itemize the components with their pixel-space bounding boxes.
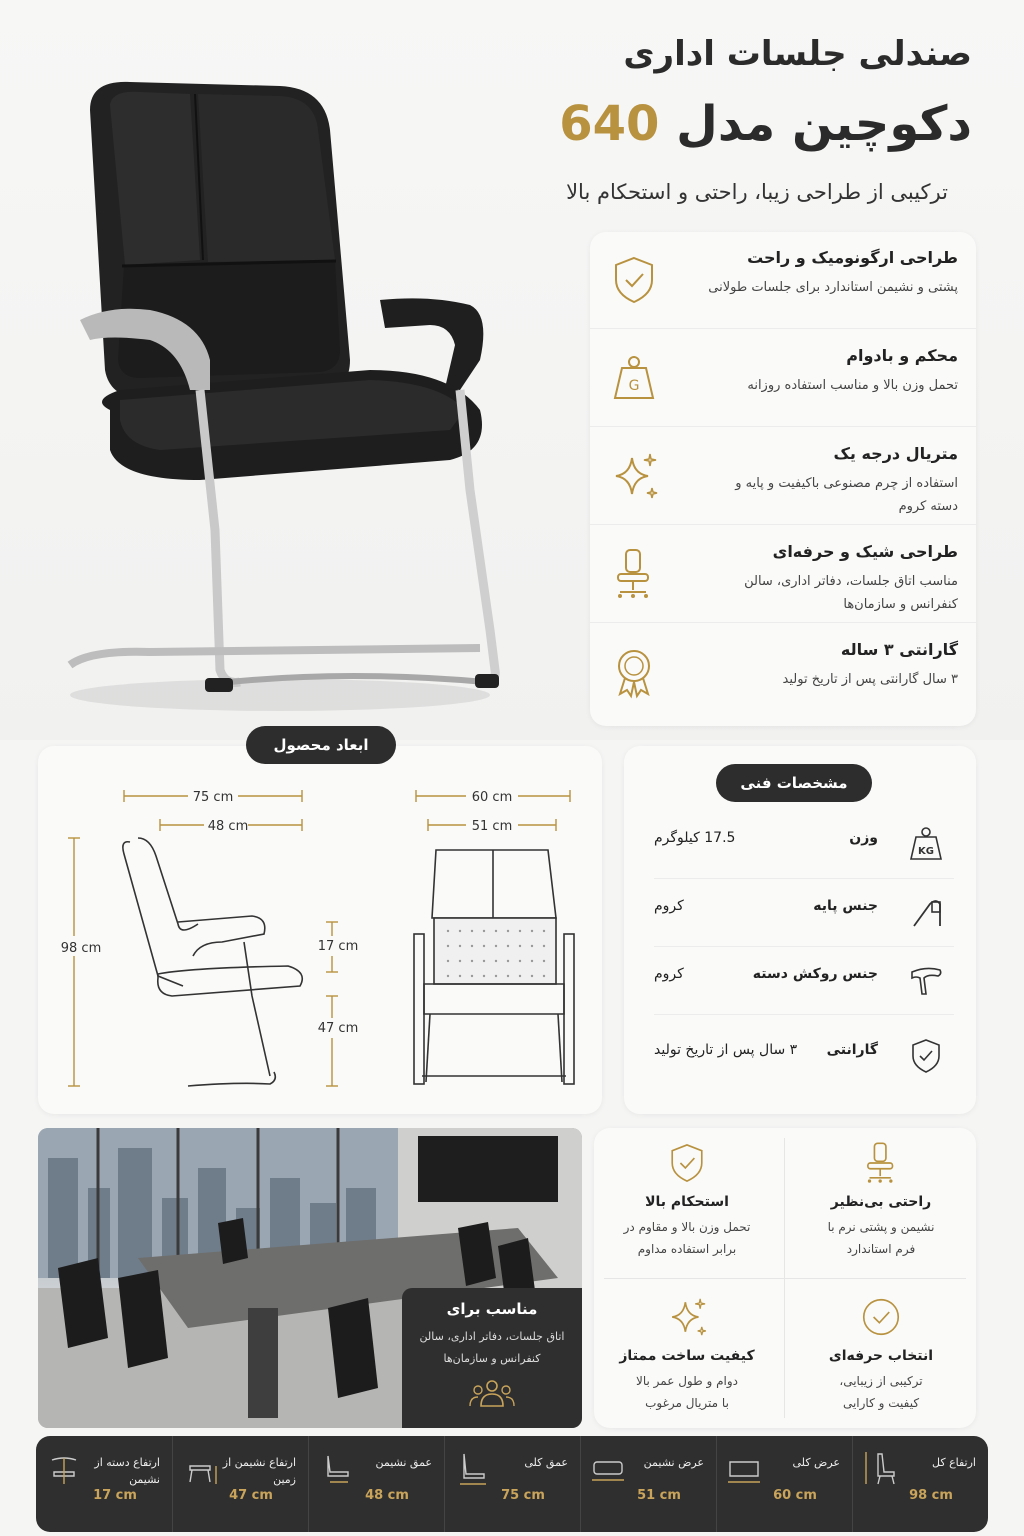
spec-row: [654, 946, 954, 1015]
summary-value: 51 cm: [637, 1488, 681, 1503]
summary-label: عمق نشیمن: [375, 1456, 432, 1469]
side-view-chair-outline: [123, 838, 302, 1086]
feature-item: [590, 330, 976, 427]
dim-total-height: 98 cm: [60, 941, 102, 956]
feature-desc: مناسب اتاق جلسات، دفاتر اداری، سالن کنفرانس و سازمان‌ها: [744, 574, 958, 612]
feature-desc: استفاده از چرم مصنوعی باکیفیت و پایه و دسته کروم: [735, 476, 958, 514]
product-title: [559, 96, 972, 152]
shield-check-icon: [906, 1036, 946, 1076]
summary-value: 47 cm: [229, 1488, 273, 1503]
summary-value: 98 cm: [909, 1488, 953, 1503]
summary-label: عرض کلی: [792, 1456, 840, 1469]
summary-value: 48 cm: [365, 1488, 409, 1503]
spec-value: کروم: [654, 898, 684, 914]
summary-label: ارتفاع نشیمن از زمین: [222, 1456, 296, 1486]
summary-label: عمق کلی: [524, 1456, 568, 1469]
shield-check-icon: [606, 252, 662, 308]
feature-title: گارانتی ۳ ساله: [840, 640, 958, 659]
spec-label: وزن: [849, 830, 878, 846]
award-badge-icon: [606, 644, 662, 700]
sparkle-icon: [606, 448, 662, 504]
specs-card: [624, 746, 976, 1114]
weight-g-icon: [606, 350, 662, 406]
suitable-for-overlay: [402, 1288, 582, 1428]
page-title: صندلی جلسات اداری: [623, 34, 972, 74]
summary-value: 60 cm: [773, 1488, 817, 1503]
conference-room-photo: [38, 1128, 582, 1428]
specs-badge: مشخصات فنی: [716, 764, 872, 802]
advantage-title: انتخاب حرفه‌ای: [828, 1348, 934, 1364]
sparkle-icon: [664, 1294, 710, 1340]
product-brand: دکوچین مدل: [676, 96, 972, 152]
advantage-desc: نشیمن و پشتی نرم با فرم استاندارد: [827, 1220, 935, 1256]
spec-label: جنس پایه: [813, 898, 878, 914]
advantage-item: [788, 1128, 974, 1272]
summary-item-total-depth: [444, 1436, 581, 1532]
spec-label: جنس روکش دسته: [752, 966, 878, 982]
summary-label: عرض نشیمن: [643, 1456, 704, 1469]
feature-title: طراحی شیک و حرفه‌ای: [772, 542, 958, 561]
dim-arm-height: 17 cm: [317, 939, 359, 954]
suitable-title: مناسب برای: [446, 1300, 538, 1318]
page-subtitle: ترکیبی از طراحی زیبا، راحتی و استحکام بالا: [566, 180, 948, 204]
advantages-card: [594, 1128, 976, 1428]
chrome-base-icon: [906, 892, 946, 932]
summary-value: 17 cm: [93, 1488, 137, 1503]
office-chair-icon: [606, 546, 662, 602]
feature-item: [590, 624, 976, 720]
summary-label: ارتفاع دسته از نشیمن: [94, 1456, 160, 1486]
advantage-item: [788, 1282, 974, 1426]
feature-title: متریال درجه یک: [833, 444, 958, 463]
advantage-title: کیفیت ساخت ممتاز: [619, 1348, 755, 1364]
advantages-horizontal-divider: [604, 1278, 966, 1279]
spec-row: [654, 878, 954, 947]
dim-total-depth: 75 cm: [192, 790, 234, 805]
advantage-title: استحکام بالا: [645, 1194, 729, 1210]
spec-value: 17.5 کیلوگرم: [654, 830, 736, 846]
summary-item-seat-depth: [308, 1436, 445, 1532]
product-chair-image: [50, 70, 520, 720]
advantage-desc: ترکیبی از زیبایی، کیفیت و کارایی: [839, 1374, 923, 1410]
feature-desc: پشتی و نشیمن استاندارد برای جلسات طولانی: [708, 280, 958, 295]
spec-row: [654, 1022, 954, 1090]
svg-text:KG: KG: [918, 846, 934, 857]
summary-item-total-width: [716, 1436, 853, 1532]
feature-desc: تحمل وزن بالا و مناسب استفاده روزانه: [747, 378, 958, 393]
summary-label: ارتفاع کل: [932, 1456, 976, 1469]
dimensions-summary-bar: [36, 1436, 988, 1532]
svg-text:G: G: [628, 378, 640, 394]
kg-weight-icon: [906, 824, 946, 864]
suitable-desc: اتاق جلسات، دفاتر اداری، سالن کنفرانس و سازمان‌ها: [419, 1330, 565, 1365]
feature-desc: ۳ سال گارانتی پس از تاریخ تولید: [782, 672, 958, 687]
spec-row: [654, 810, 954, 879]
spec-value: کروم: [654, 966, 684, 982]
feature-item: [590, 428, 976, 525]
armrest-icon: [906, 960, 946, 1000]
summary-item-total-height: [852, 1436, 988, 1532]
feature-item: [590, 526, 976, 623]
shield-check-icon: [664, 1140, 710, 1186]
summary-item-seat-width: [580, 1436, 717, 1532]
summary-value: 75 cm: [501, 1488, 545, 1503]
office-chair-icon: [858, 1140, 904, 1186]
dim-seat-width: 51 cm: [471, 819, 513, 834]
feature-title: محکم و بادوام: [846, 346, 958, 365]
advantage-desc: تحمل وزن بالا و مقاوم در برابر استفاده مداوم: [623, 1220, 751, 1256]
spec-label: گارانتی: [826, 1042, 878, 1058]
dim-seat-height: 47 cm: [317, 1021, 359, 1036]
dim-total-width: 60 cm: [471, 790, 513, 805]
feature-item: [590, 232, 976, 329]
front-view-chair-outline: [414, 850, 574, 1084]
summary-item-seat-height: [172, 1436, 309, 1532]
spec-value: ۳ سال پس از تاریخ تولید: [654, 1042, 798, 1058]
dimensions-badge: ابعاد محصول: [246, 726, 396, 764]
feature-title: طراحی ارگونومیک و راحت: [747, 248, 958, 267]
features-card: [590, 232, 976, 726]
advantage-item: [594, 1128, 780, 1272]
summary-item-arm-height: [36, 1436, 173, 1532]
advantage-item: [594, 1282, 780, 1426]
dimensions-drawing: [38, 746, 602, 1114]
dim-seat-depth: 48 cm: [207, 819, 249, 834]
people-group-icon: [467, 1376, 517, 1410]
product-model-number: 640: [559, 96, 660, 152]
check-circle-icon: [858, 1294, 904, 1340]
advantage-title: راحتی بی‌نظیر: [830, 1194, 932, 1210]
dimensions-card: [38, 746, 602, 1114]
advantage-desc: دوام و طول عمر بالا با متریال مرغوب: [636, 1374, 738, 1410]
